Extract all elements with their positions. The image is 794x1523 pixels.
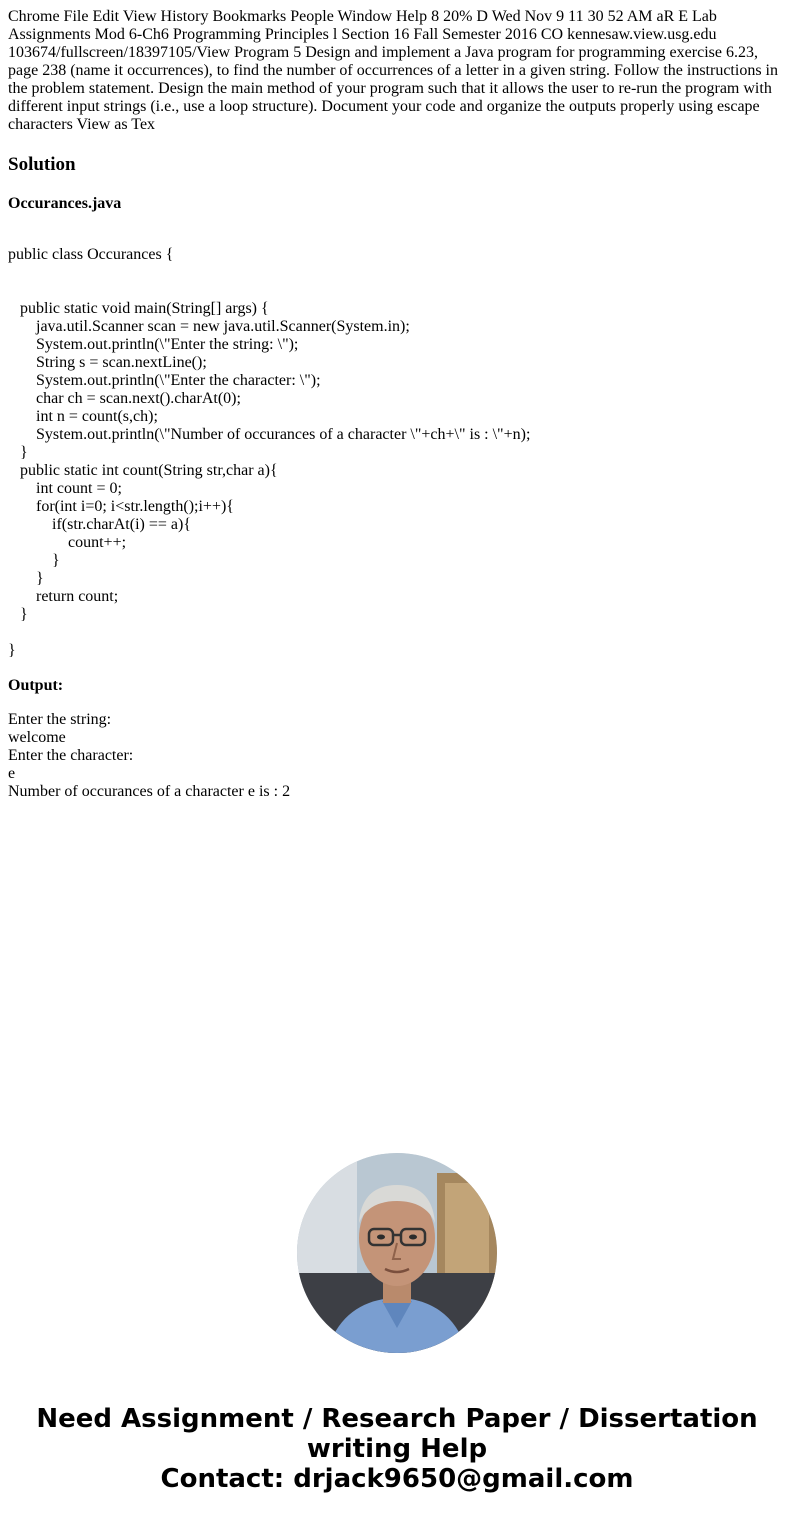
- output-heading: Output:: [8, 677, 64, 694]
- tutor-photo: [297, 1153, 497, 1353]
- article-content: [8, 8, 786, 801]
- promo-line-1: Need Assignment / Research Paper / Dissertation: [36, 1404, 758, 1434]
- question-text: Chrome File Edit View History Bookmarks People Window Help 8 20% D Wed Nov 9 11 30 52 AM aR E Lab Assignments Mod 6-Ch6 Programming Principles l Section 16 Fall Semester 2016 CO kennesaw.view.usg.edu 103674/fullscreen/18397105/View Program 5 Design and implement a Java program for programming exercise 6.23, page 238 (name it occurrences), to find the number of occurrences of a letter in a given string. Follow the instructions in the problem statement. Design the main method of your program such that it allows the user to re-run the program with different input strings (i.e., use a loop structure). Document your code and organize the outputs properly using escape characters View as Tex: [8, 8, 778, 133]
- portrait-image: [297, 1153, 497, 1353]
- file-name: Occurances.java: [8, 195, 122, 212]
- solution-heading: Solution: [8, 154, 76, 175]
- code-block: public class Occurances { public static void main(String[] args) { java.util.Scanner scan = new java.util.Scanner(System.in); System.out.println(\"Enter the string: \"); String s = scan.nextLine(); System.out.println(\"Enter the character: \"); char ch = scan.next().charAt(0); int n = count(s,ch); System.out.println(\"Number of occurances of a character \"+ch+\" is : \"+n); } public static int count(String str,char a){ int count = 0; for(int i=0; i<str.length();i++){ if(str.charAt(i) == a){ count++; } } return count; } }: [8, 246, 531, 659]
- promo-banner: [0, 1404, 794, 1494]
- program-output: Enter the string: welcome Enter the character: e Number of occurances of a character e is : 2: [8, 711, 291, 800]
- promo-line-2: writing Help: [306, 1434, 488, 1464]
- promo-contact: Contact: drjack9650@gmail.com: [160, 1464, 634, 1494]
